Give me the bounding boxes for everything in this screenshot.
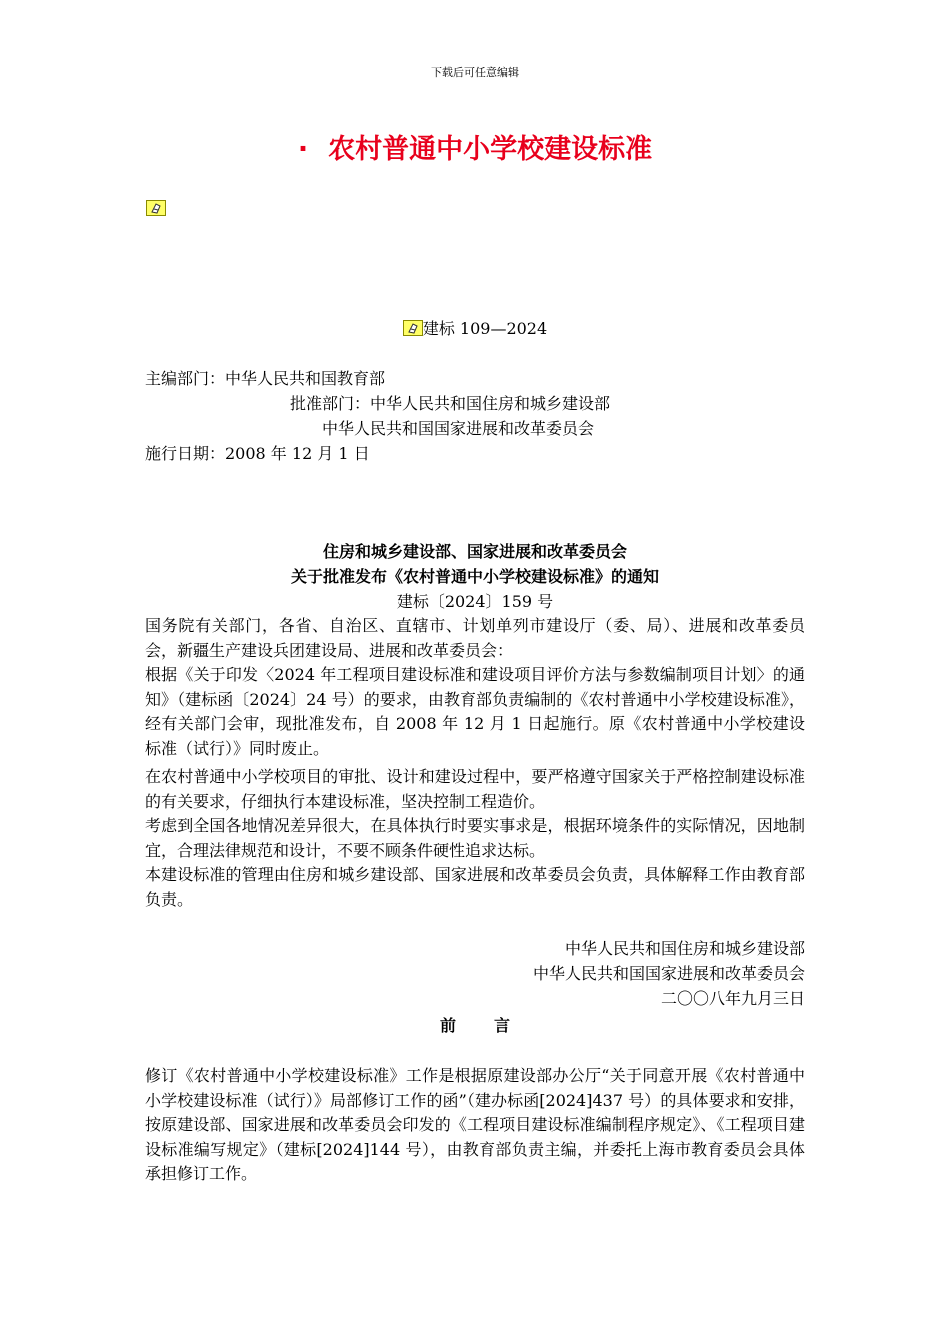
title-text: 农村普通中小学校建设标准	[328, 134, 653, 165]
standard-code-line	[0, 318, 950, 340]
notice-paragraph: 在农村普通中小学校项目的审批、设计和建设过程中，要严格遵守国家关于严格控制建设标准的有关要求，仔细执行本建设标准，坚决控制工程造价。	[145, 767, 805, 811]
preface-paragraph: 修订《农村普通中小学校建设标准》工作是根据原建设部办公厅“关于同意开展《农村普通中小学校建设标准（试行）》局部修订工作的函”（建办标函[2024]437 号）的具体要求和安排，按原建设部、国家进展和改革委员会印发的《工程项目建设标准编制程序规定》、《工程项目建设标准编写规定》（建标[2024]144 号），由教育部负责主编，并委托上海市教育委员会具体承担修订工作。	[145, 1066, 805, 1183]
notice-title-line-1: 住房和城乡建设部、国家进展和改革委员会	[322, 542, 627, 561]
broken-image-icon	[403, 320, 423, 336]
broken-image-icon	[146, 199, 166, 218]
header-note: 下载后可任意编辑	[431, 66, 519, 79]
title-bullet: ·	[297, 134, 309, 165]
notice-paragraph: 本建设标准的管理由住房和城乡建设部、国家进展和改革委员会负责，具体解释工作由教育部负责。	[145, 865, 805, 909]
preface-title: 前言	[439, 1016, 548, 1035]
approver-department-2: 中华人民共和国国家进展和改革委员会	[322, 419, 595, 438]
notice-paragraph: 考虑到全国各地情况差异很大，在具体执行时要实事求是，根据环境条件的实际情况，因地制宜，合理法律规范和设计，不要不顾条件硬性追求达标。	[145, 816, 805, 860]
standard-code: 建标 109—2024	[422, 319, 548, 338]
signature-date: 二〇〇八年九月三日	[660, 989, 805, 1008]
approver-department: 批准部门：中华人民共和国住房和城乡建设部	[290, 394, 611, 413]
notice-title-line-2: 关于批准发布《农村普通中小学校建设标准》的通知	[290, 567, 659, 586]
editor-department: 主编部门：中华人民共和国教育部	[145, 369, 386, 388]
notice-paragraph: 根据《关于印发〈2024 年工程项目建设标准和建设项目评价方法与参数编制项目计划〉的通知》（建标函〔2024〕24 号）的要求，由教育部负责编制的《农村普通中小学校建设标准》，经有关部门会审，现批准发布，自 2008 年 12 月 1 日起施行。原《农村普通中小学校建设标准（试行）》同时废止。	[145, 665, 805, 758]
signature-line: 中华人民共和国国家进展和改革委员会	[532, 964, 805, 983]
effective-date: 施行日期：2008 年 12 月 1 日	[145, 444, 370, 463]
signature-line: 中华人民共和国住房和城乡建设部	[564, 939, 805, 958]
notice-document-number: 建标〔2024〕159 号	[396, 592, 554, 611]
notice-paragraph: 国务院有关部门，各省、自治区、直辖市、计划单列市建设厅（委、局）、进展和改革委员会，新疆生产建设兵团建设局、进展和改革委员会：	[145, 616, 805, 660]
document-title	[0, 132, 950, 168]
